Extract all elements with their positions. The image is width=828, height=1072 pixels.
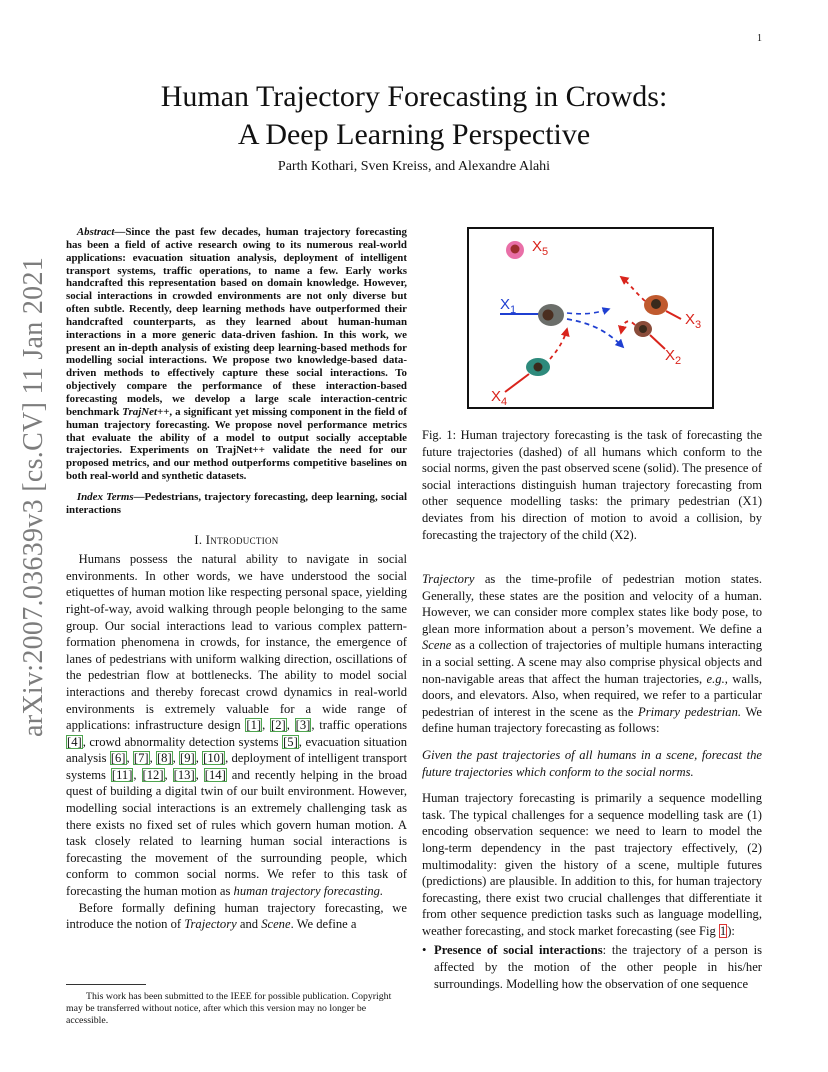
citation-link[interactable]: [6] bbox=[110, 751, 126, 766]
abstract-label: Abstract bbox=[76, 226, 115, 238]
bullet-social-interactions: • Presence of social interactions: the trajectory of a person is affected by the motion of the other people in his/her surroundings. Modelling how the observation of one sequence bbox=[422, 942, 762, 992]
right-paragraph-2: Human trajectory forecasting is primarily a sequence modelling task. The typical challenges for a sequence modelling task are (1) encoding observation sequence: we need to learn to model the long-term dependency in the past trajectory effectively, (2) multimodality: given the history of a scene, multiple futures (predictions) are plausible. In addition to this, for human trajectory forecasting, there exist two crucial challenges that differentiate it from other sequence prediction tasks such as language modelling, weather forecasting, and stock market forecasting (see Fig 1): bbox=[422, 791, 762, 938]
x1-alt-path bbox=[567, 309, 609, 314]
citation-link[interactable]: [14] bbox=[204, 767, 226, 782]
pedestrian-x5 bbox=[506, 241, 524, 259]
x1-predicted-path bbox=[567, 319, 623, 347]
pedestrian-x2 bbox=[634, 321, 652, 337]
citation-link[interactable]: [1] bbox=[246, 718, 262, 733]
x4-observed-path bbox=[505, 374, 529, 392]
x3-predicted-path bbox=[621, 277, 645, 301]
x2-predicted-path bbox=[621, 321, 635, 333]
citation-link[interactable]: [3] bbox=[295, 718, 311, 733]
citation-link[interactable]: [12] bbox=[142, 767, 164, 782]
arxiv-identifier: arXiv:2007.03639v3 [cs.CV] 11 Jan 2021 bbox=[18, 256, 49, 737]
label-x5: $X_5$ bbox=[532, 238, 549, 258]
benchmark-name: TrajNet++ bbox=[122, 405, 170, 418]
pedestrian-x3 bbox=[644, 295, 668, 315]
label-x3: $X_3$ bbox=[685, 311, 702, 331]
citation-link[interactable]: [11] bbox=[111, 767, 133, 782]
title-line-2: A Deep Learning Perspective bbox=[237, 118, 591, 151]
section-heading-introduction: I. Introduction bbox=[194, 532, 279, 547]
index-terms-label: Index Terms bbox=[76, 490, 134, 503]
citation-link[interactable]: [2] bbox=[271, 718, 286, 733]
right-column bbox=[422, 571, 762, 992]
label-x4: $X_4$ bbox=[491, 388, 508, 407]
citation-link[interactable]: [7] bbox=[133, 751, 149, 766]
authors: Parth Kothari, Sven Kreiss, and Alexandre Alahi bbox=[277, 159, 551, 174]
page-number: 1 bbox=[757, 33, 762, 44]
intro-paragraph-1: Humans possess the natural ability to navigate in social environments. In other words, we have understood the social etiquettes of human motion like respecting personal space, yielding right-of-way, avoid walking through people belonging to the same group. Our social interactions lead to various complex pattern-formation phenomena in crowds, for instance, the emergence of lanes of pedestrians with uniform walking direction, oscillations of the pedestrian flow at bottlenecks. The ability to model social interactions and thereby forecast crowd dynamics in real-world environments is extremely valuable for a wide range of applications: infrastructure design [1], [2], [3], traffic operations [4], crowd abnormality detection systems [5], evacuation situation analysis [6], [7], [8], [9], [10], deployment of intelligent transport systems [11], [12], [13], [14] and recently helping in the broad quest of building a digital twin of our built environment. However, modelling social interactions is an extremely challenging task as there exists no fixed set of rules which govern human motion. A task closely related to learning human social interactions is forecasting the movement of the surrounding people, which conform to common social norms. We refer to this task of forecasting the human motion as human trajectory forecasting. bbox=[66, 552, 408, 899]
citation-link[interactable]: [10] bbox=[203, 751, 225, 766]
citation-link[interactable]: [5] bbox=[283, 734, 298, 749]
x4-predicted-path bbox=[550, 329, 567, 359]
x3-observed-path bbox=[666, 311, 681, 319]
trajectory-illustration bbox=[469, 229, 712, 407]
left-column bbox=[66, 226, 407, 933]
right-paragraph-1: Trajectory as the time-profile of pedestrian motion states. Generally, these states are the position and velocity of a human. However, we can consider more complex states like body pose, to glean more information about a person’s movement. We define a Scene as a collection of trajectories of multiple humans interacting in a social setting. A scene may also comprise physical objects and non-navigable areas that affect the human trajectories, e.g., walls, doors, and elevators. Also, when required, we refer to a particular pedestrian of interest in the scene as the Primary pedestrian. We define human trajectory forecasting as follows: bbox=[422, 572, 762, 736]
footnote: This work has been submitted to the IEEE for possible publication. Copyright may be transferred without notice, after which this version may no longer be accessible. bbox=[66, 991, 392, 1027]
footnote-rule bbox=[66, 984, 146, 985]
intro-paragraph-2: Before formally defining human trajectory forecasting, we introduce the notion of Trajectory and Scene. We define a bbox=[66, 900, 407, 932]
figure-reference-link[interactable]: 1 bbox=[719, 923, 727, 938]
figure-1 bbox=[467, 227, 714, 409]
pedestrian-x1 bbox=[538, 304, 564, 326]
label-x1: $X_1$ bbox=[500, 296, 517, 316]
label-x2: $X_2$ bbox=[665, 347, 682, 367]
paper-title bbox=[0, 78, 828, 154]
definition: Given the past trajectories of all humans in a scene, forecast the future trajectories which conform to the social norms. bbox=[422, 747, 762, 779]
citation-link[interactable]: [13] bbox=[173, 767, 195, 782]
index-terms: Index Terms—Pedestrians, trajectory forecasting, deep learning, social interactions bbox=[66, 490, 407, 516]
abstract: Abstract—Since the past few decades, human trajectory forecasting has been a field of active research owing to its numerous real-world applications: evacuation situation analysis, deployment of intelligent transport systems, traffic operations, to name a few. Early works handcrafted this representation based on domain knowledge. However, social interactions in crowded environments are not only diverse but often subtle. Recently, deep learning methods have outperformed their handcrafted counterparts, as they learned about human-human interactions in a more generic data-driven fashion. In this work, we present an in-depth analysis of existing deep learning-based methods for modelling social interactions. We propose two knowledge-based data-driven methods to effectively capture these social interactions. To objectively compare the performance of these interaction-based forecasting models, we develop a large scale interaction-centric benchmark TrajNet++, a significant yet missing component in the field of human trajectory forecasting. We propose novel performance metrics that evaluate the ability of a model to output socially acceptable trajectories. Experiments on TrajNet++ validate the need for our proposed metrics, and our method outperforms competitive baselines on both real-world and synthetic datasets. bbox=[66, 226, 408, 483]
title-line-1: Human Trajectory Forecasting in Crowds: bbox=[160, 80, 668, 113]
figure-1-caption: Fig. 1: Human trajectory forecasting is the task of forecasting the future trajectories (dashed) of all humans which conform to the social norms, given the past observed scene (solid). The presence of social interactions distinguish human trajectory forecasting from other sequence modelling tasks: the primary pedestrian (X1) deviates from his direction of motion to avoid a collision, by forecasting the trajectory of the child (X2). bbox=[422, 428, 762, 542]
x2-observed-path bbox=[650, 335, 665, 349]
citation-link[interactable]: [4] bbox=[67, 734, 82, 749]
citation-link[interactable]: [8] bbox=[156, 751, 172, 766]
pedestrian-x4 bbox=[526, 358, 550, 376]
citation-link[interactable]: [9] bbox=[180, 751, 195, 766]
